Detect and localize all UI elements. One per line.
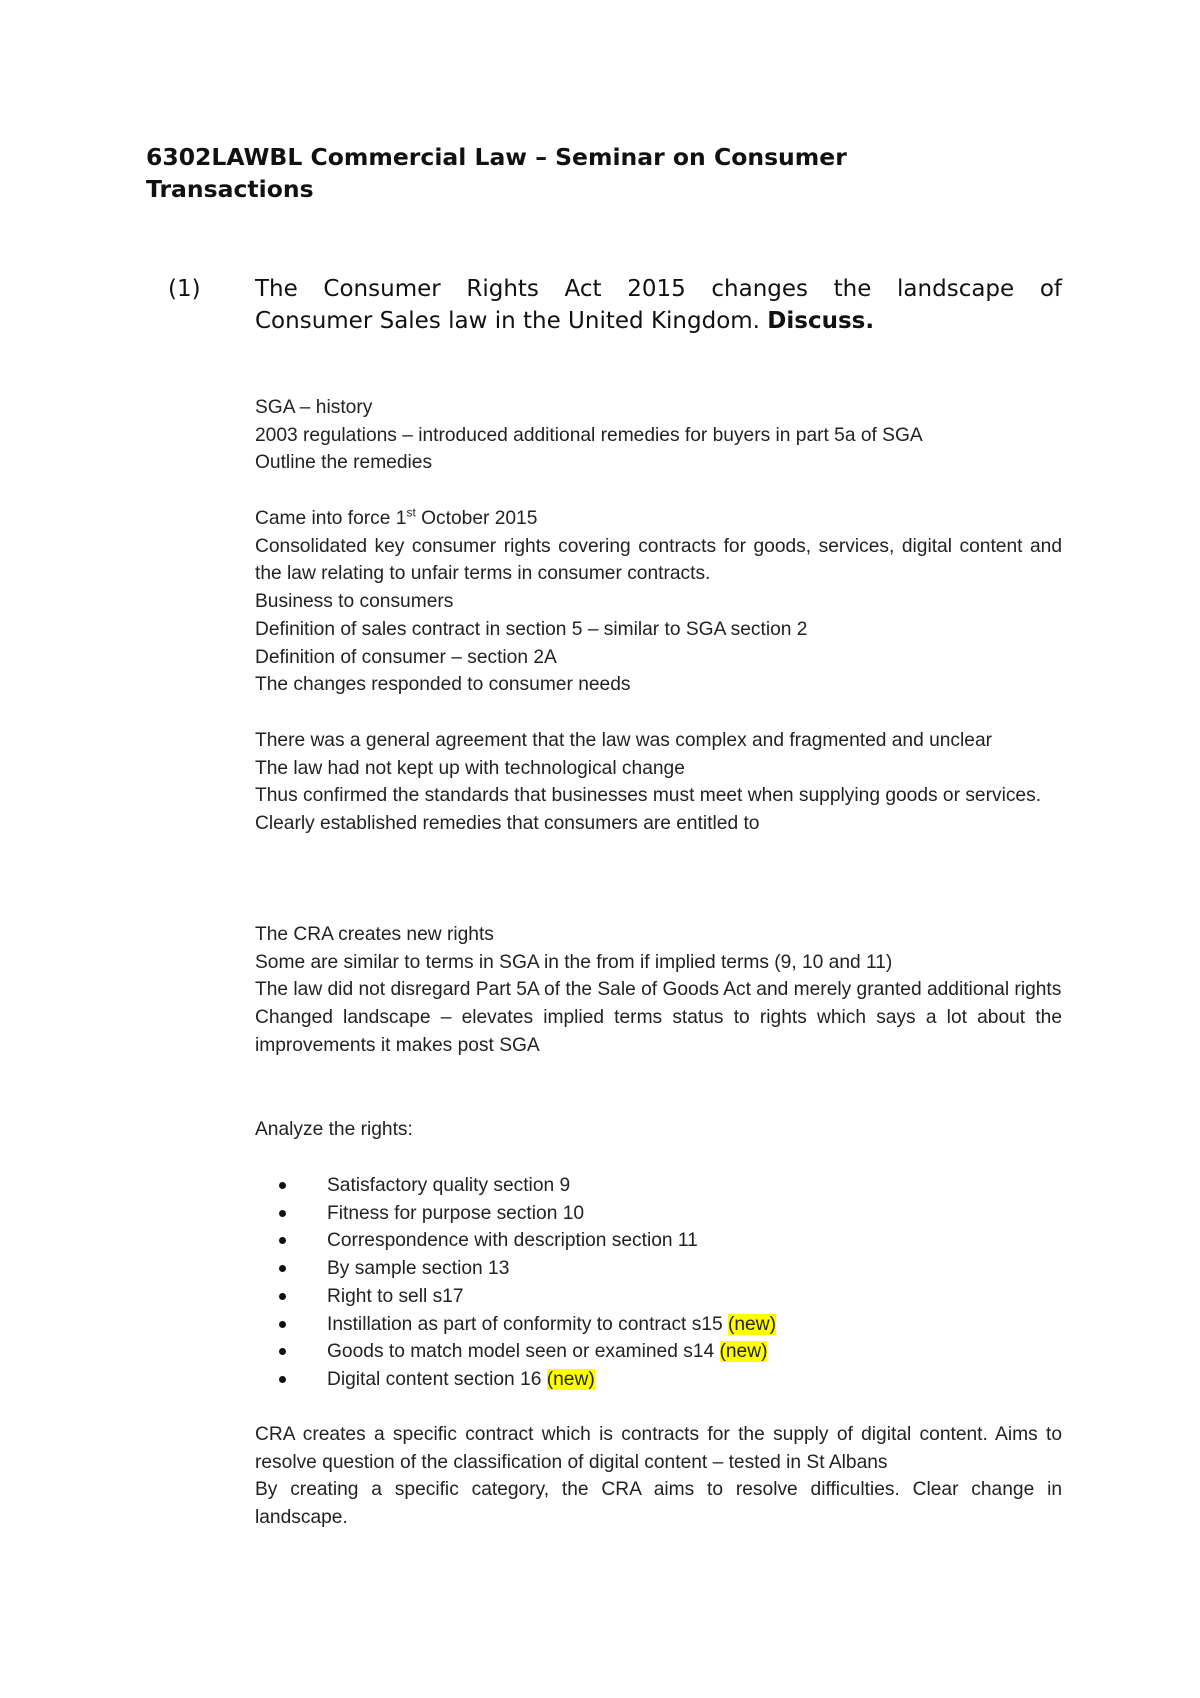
text-line: Definition of sales contract in section 5 – similar to SGA section 2 — [255, 618, 808, 640]
question-line-1: The Consumer Rights Act 2015 changes the landscape of — [255, 276, 1062, 302]
new-tag-highlight: (new) — [546, 1368, 595, 1390]
list-item-text: Digital content section 16 — [327, 1368, 547, 1390]
list-item-text: By sample section 13 — [327, 1258, 510, 1280]
question-number: (1) — [168, 276, 201, 302]
new-tag-highlight: (new) — [719, 1341, 768, 1363]
section-agreement — [255, 727, 1062, 838]
section-analyze — [255, 1116, 1062, 1144]
text-line: Definition of consumer – section 2A — [255, 646, 557, 668]
section-history — [255, 394, 1062, 477]
list-item-text: Instillation as part of conformity to contract s15 — [327, 1313, 728, 1335]
text-line — [255, 505, 1062, 533]
question-text — [255, 273, 1062, 337]
text-paragraph: Consolidated key consumer rights covering contracts for goods, services, digital content and the law relating to unfair terms in consumer contracts. — [255, 535, 1062, 585]
text-line: Some are similar to terms in SGA in the from if implied terms (9, 10 and 11) — [255, 951, 893, 973]
text-paragraph: CRA creates a specific contract which is contracts for the supply of digital content. Aims to resolve question of the classification of digital content – tested in St Albans — [255, 1424, 1062, 1473]
list-item-text: Right to sell s17 — [327, 1285, 464, 1307]
bullet-icon — [279, 1237, 286, 1244]
force-date-sup: st — [406, 505, 416, 520]
list-item-text: Satisfactory quality section 9 — [327, 1175, 571, 1196]
bullet-icon — [279, 1376, 286, 1383]
analyze-heading: Analyze the rights: — [255, 1119, 413, 1140]
text-line: Clearly established remedies that consumers are entitled to — [255, 813, 760, 835]
question-line-2: Consumer Sales law in the United Kingdom. — [255, 308, 760, 334]
text-line: SGA – history — [255, 397, 373, 418]
text-line: Business to consumers — [255, 591, 454, 613]
section-came-into-force — [255, 505, 1062, 699]
text-line: The changes responded to consumer needs — [255, 674, 631, 696]
list-item — [255, 1366, 1062, 1394]
bullet-icon — [279, 1182, 286, 1189]
section-digital-content — [255, 1421, 1062, 1532]
list-item — [255, 1338, 1062, 1366]
rights-list — [255, 1172, 1062, 1394]
text-line: 2003 regulations – introduced additional remedies for buyers in part 5a of SGA — [255, 424, 923, 446]
list-item — [255, 1172, 1062, 1200]
new-tag-highlight: (new) — [728, 1313, 776, 1335]
text-paragraph: Thus confirmed the standards that businesses must meet when supplying goods or services. — [255, 785, 1042, 807]
text-paragraph: There was a general agreement that the law was complex and fragmented and unclear — [255, 730, 993, 751]
force-date-suffix: October 2015 — [415, 508, 538, 529]
bullet-icon — [279, 1293, 286, 1300]
list-item-text: Goods to match model seen or examined s14 — [327, 1341, 720, 1363]
bullet-icon — [279, 1265, 286, 1272]
list-item — [255, 1311, 1062, 1339]
section-new-rights — [255, 921, 1062, 1060]
list-item — [255, 1200, 1062, 1228]
list-item-text: Correspondence with description section 11 — [327, 1230, 698, 1252]
list-item — [255, 1227, 1062, 1255]
list-item — [255, 1283, 1062, 1311]
list-item — [255, 1255, 1062, 1283]
question-emphasis: Discuss. — [767, 308, 875, 334]
text-line: The CRA creates new rights — [255, 924, 494, 945]
list-item-text: Fitness for purpose section 10 — [327, 1202, 585, 1224]
bullet-icon — [279, 1210, 286, 1217]
bullet-icon — [279, 1321, 286, 1328]
force-date-prefix: Came into force 1 — [255, 508, 407, 529]
bullet-icon — [279, 1348, 286, 1355]
text-paragraph: By creating a specific category, the CRA aims to resolve difficulties. Clear change in landscape. — [255, 1479, 1062, 1529]
text-paragraph: Changed landscape – elevates implied terms status to rights which says a lot about the improvements it makes post SGA — [255, 1007, 1062, 1056]
text-paragraph: The law did not disregard Part 5A of the Sale of Goods Act and merely granted additional rights — [255, 979, 1062, 1001]
text-line: Outline the remedies — [255, 452, 433, 474]
text-line: The law had not kept up with technological change — [255, 757, 685, 779]
document-title: 6302LAWBL Commercial Law – Seminar on Consumer Transactions — [146, 143, 847, 203]
